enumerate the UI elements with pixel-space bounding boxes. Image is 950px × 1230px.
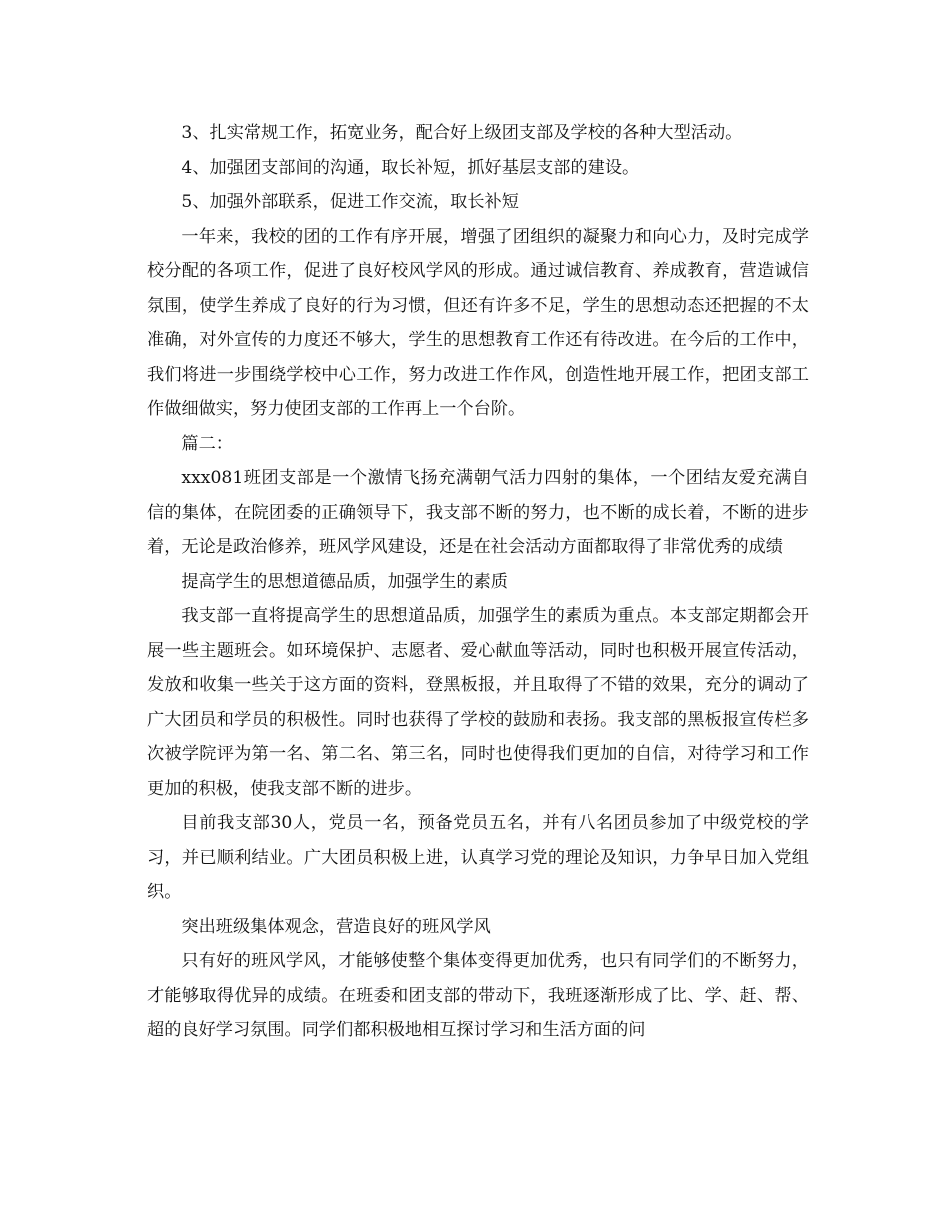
section-heading-part-two: 篇二： (181, 433, 233, 454)
paragraph-item-5: 5、加强外部联系，促进工作交流，取长补短 (181, 192, 519, 212)
paragraph-item-4: 4、加强团支部间的沟通，取长补短，抓好基层支部的建设。 (181, 157, 640, 178)
paragraph-moral-quality: 我支部一直将提高学生的思想道品质，加强学生的素质为重点。本支部定期都会开展一些主题班会。如环境保护、志愿者、爱心献血等活动，同时也积极开展宣传活动，发放和收集一些关于这方面的资料，登黑板报，并且取得了不错的效果，充分的调动了广大团员和学员的积极性。同时也获得了学校的鼓励和表扬。我支部的黑板报宣传栏多次被学院评为第一名、第二名、第三名，同时也使得我们更加的自信，对待学习和工作更加的积极，使我支部不断的进步。 (147, 606, 809, 799)
paragraph-intro: xxx081班团支部是一个激情飞扬充满朝气活力四射的集体，一个团结友爱充满自信的集体，在院团委的正确领导下，我支部不断的努力，也不断的成长着，不断的进步着，无论是政治修养，班风学风建设，还是在社会活动方面都取得了非常优秀的成绩 (147, 468, 809, 557)
paragraph-summary: 一年来，我校的团的工作有序开展，增强了团组织的凝聚力和向心力，及时完成学校分配的各项工作，促进了良好校风学风的形成。通过诚信教育、养成教育，营造诚信氛围，使学生养成了良好的行为习惯，但还有许多不足，学生的思想动态还把握的不太准确，对外宣传的力度还不够大，学生的思想教育工作还有待改进。在今后的工作中，我们将进一步围绕学校中心工作，努力改进工作作风，创造性地开展工作，把团支部工作做细做实，努力使团支部的工作再上一个台阶。 (147, 226, 809, 419)
paragraph-class-spirit: 只有好的班风学风，才能够使整个集体变得更加优秀，也只有同学们的不断努力，才能够取得优异的成绩。在班委和团支部的带动下，我班逐渐形成了比、学、赶、帮、超的良好学习氛围。同学们都积极地相互探讨学习和生活方面的问 (147, 951, 809, 1040)
subheading-moral-quality: 提高学生的思想道德品质，加强学生的素质 (181, 571, 508, 592)
subheading-class-spirit: 突出班级集体观念，营造良好的班风学风 (181, 916, 491, 937)
document-page (147, 116, 809, 1048)
paragraph-membership: 目前我支部30人，党员一名，预备党员五名，并有八名团员参加了中级党校的学习，并已顺利结业。广大团员积极上进，认真学习党的理论及知识，力争早日加入党组织。 (147, 813, 809, 902)
paragraph-item-3: 3、扎实常规工作，拓宽业务，配合好上级团支部及学校的各种大型活动。 (181, 123, 743, 143)
